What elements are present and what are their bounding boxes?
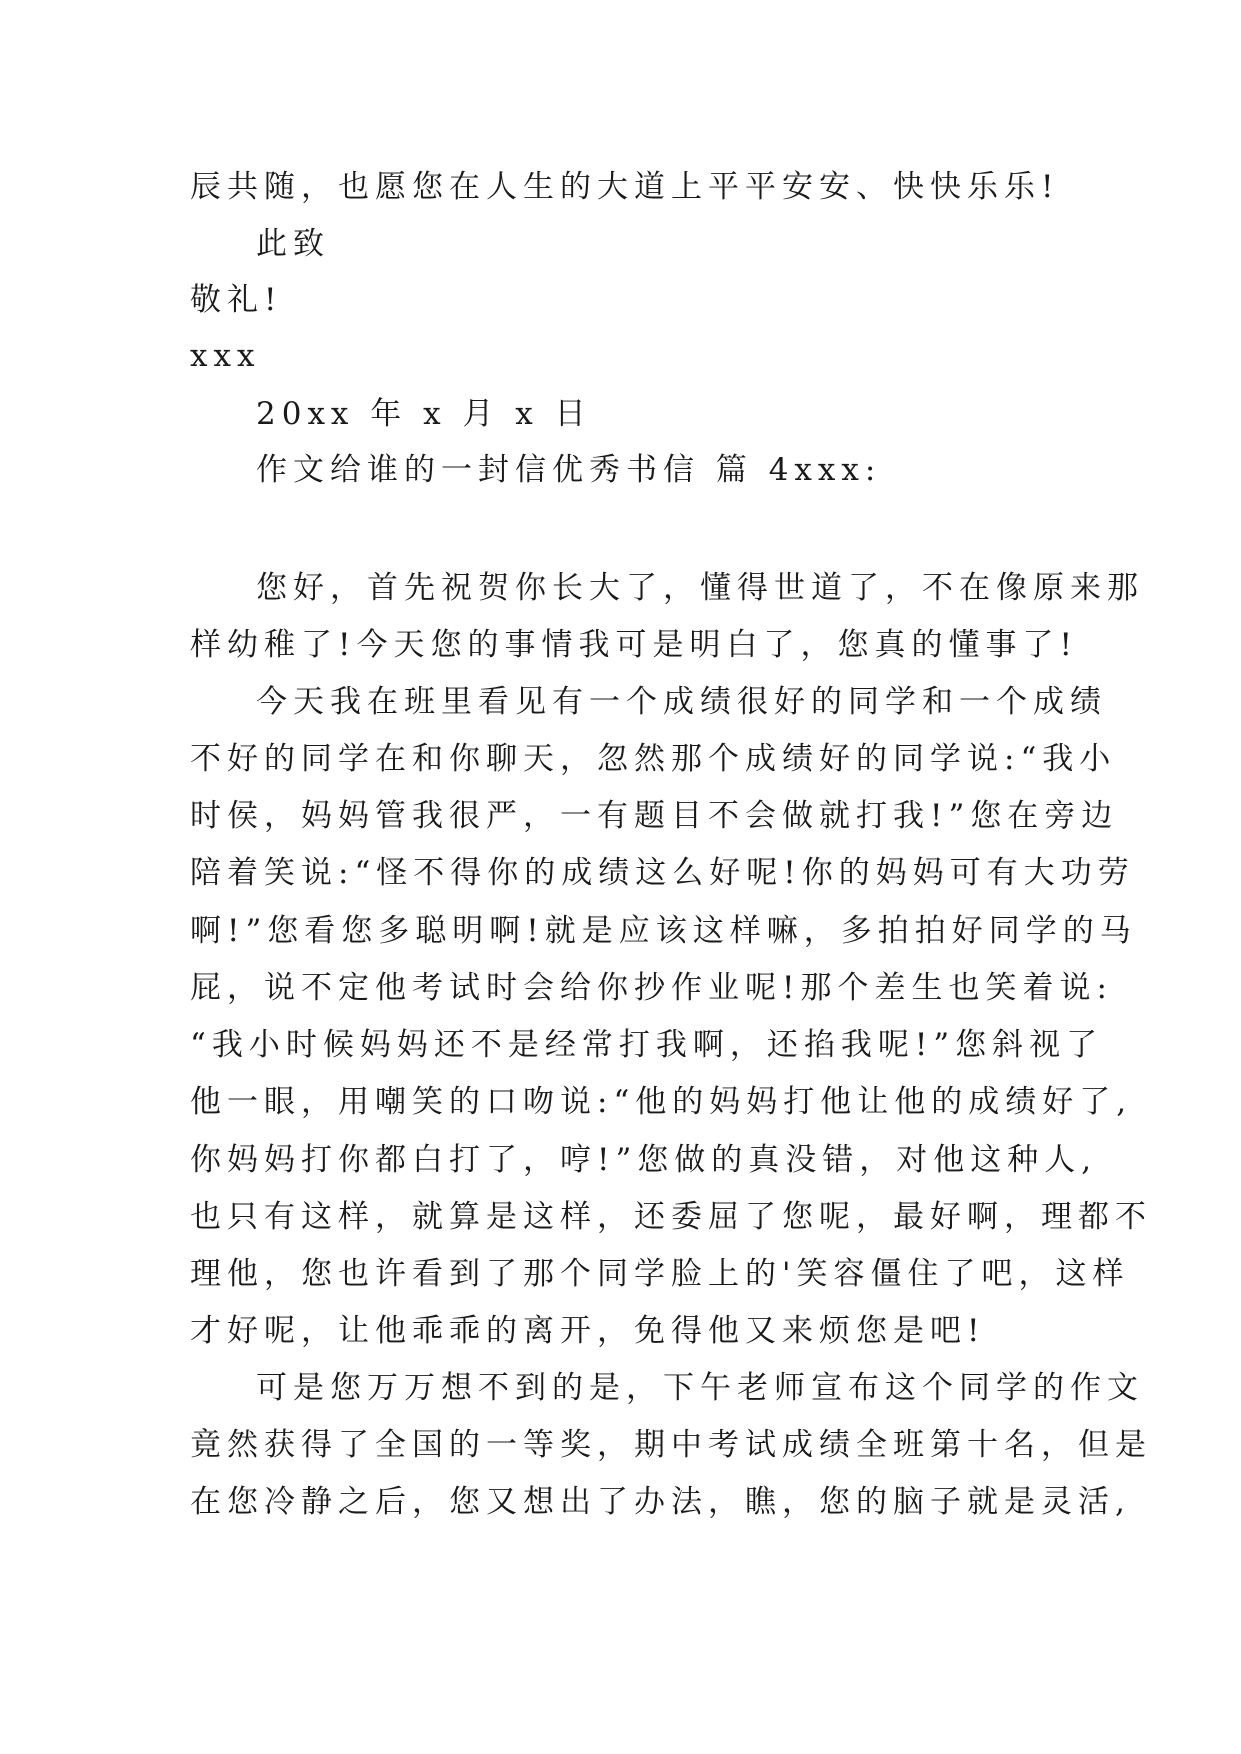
paragraph-line: 也只有这样，就算是这样，还委屈了您呢，最好啊，理都不 [190, 1199, 1152, 1235]
closing-salutation: 此致 [256, 226, 330, 262]
paragraph-line: 时侯，妈妈管我很严，一有题目不会做就打我!”您在旁边 [190, 798, 1119, 834]
paragraph-line: 啊!”您看您多聪明啊!就是应该这样嘛，多拍拍好同学的马 [190, 913, 1137, 949]
paragraph-line: 不好的同学在和你聊天，忽然那个成绩好的同学说:“我小 [190, 741, 1117, 777]
paragraph-line: 屁，说不定他考试时会给你抄作业呢!那个差生也笑着说: [190, 970, 1113, 1006]
paragraph-line: 才好呢，让他乖乖的离开，免得他又来烦您是吧! [190, 1313, 986, 1349]
paragraph-line: 你妈妈打你都白打了，哼!”您做的真没错，对他这种人, [190, 1142, 1098, 1178]
letter-date: 20xx 年 x 月 x 日 [256, 396, 592, 432]
paragraph-line: 样幼稚了!今天您的事情我可是明白了，您真的懂事了! [190, 627, 1078, 663]
paragraph-line: 可是您万万想不到的是，下午老师宣布这个同学的作文 [256, 1370, 1144, 1406]
text-line-1: 辰共随，也愿您在人生的大道上平平安安、快快乐乐! [190, 169, 1060, 205]
paragraph-line: 陪着笑说:“怪不得你的成绩这么好呢!你的妈妈可有大功劳 [190, 855, 1135, 891]
section-heading: 作文给谁的一封信优秀书信 篇 4xxx: [256, 452, 882, 488]
paragraph-line: 今天我在班里看见有一个成绩很好的同学和一个成绩 [256, 684, 1107, 720]
closing-regards: 敬礼! [190, 282, 283, 318]
paragraph-line: 您好，首先祝贺你长大了，懂得世道了，不在像原来那 [256, 570, 1144, 606]
paragraph-line: 竟然获得了全国的一等奖，期中考试成绩全班第十名，但是 [190, 1427, 1152, 1463]
paragraph-line: 理他，您也许看到了那个同学脸上的'笑容僵住了吧，这样 [190, 1256, 1130, 1292]
signature-name: xxx [190, 338, 261, 374]
paragraph-line: 在您冷静之后，您又想出了办法，瞧，您的脑子就是灵活, [190, 1484, 1131, 1520]
paragraph-line: “我小时候妈妈还不是经常打我啊，还掐我呢!”您斜视了 [190, 1027, 1104, 1063]
paragraph-line: 他一眼，用嘲笑的口吻说:“他的妈妈打他让他的成绩好了, [190, 1084, 1133, 1120]
